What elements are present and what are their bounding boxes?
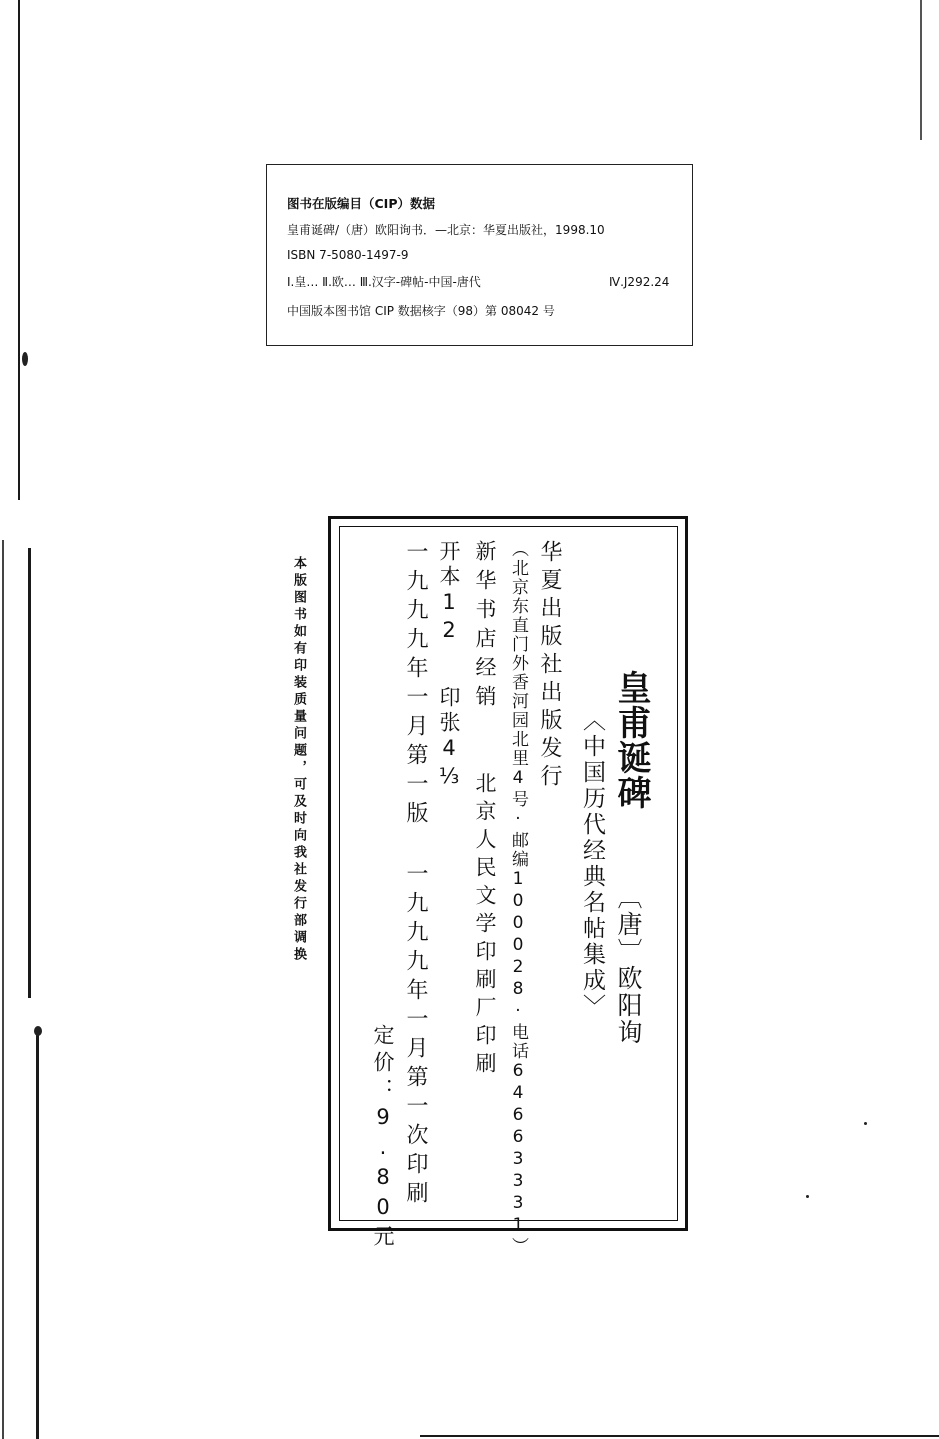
scan-speck [34, 1026, 42, 1036]
distributor: 新华书店经销 [473, 540, 497, 714]
publisher-address: （北京东直门外香河园北里4号·邮编100028·电话64663331） [508, 540, 528, 1256]
scan-speck [22, 352, 28, 366]
series-name: 〈中国历代经典名帖集成〉 [579, 708, 605, 1020]
cip-heading: 图书在版编目（CIP）数据 [287, 196, 435, 211]
book-format: 开本12 [437, 540, 461, 646]
printing-info: 一九九九年一月第一次印刷 [403, 862, 428, 1210]
cip-subject-line [287, 275, 670, 289]
cip-subjects: Ⅰ.皇… Ⅱ.欧… Ⅲ.汉字-碑帖-中国-唐代 [287, 275, 481, 289]
printing-sheets: 印张4⅓ [437, 686, 461, 792]
binding-edge-line [28, 548, 31, 998]
cip-isbn: ISBN 7-5080-1497-9 [287, 248, 409, 262]
scan-speck [806, 1195, 809, 1198]
publisher: 华夏出版社出版发行 [537, 540, 562, 792]
bottom-edge-line [420, 1435, 939, 1437]
scan-speck [864, 1122, 867, 1125]
binding-edge-line [36, 1030, 39, 1439]
cip-classification: Ⅳ.J292.24 [609, 275, 670, 289]
price: 定价：9.80元 [371, 1024, 395, 1252]
printer: 北京人民文学印刷厂印刷 [473, 772, 497, 1080]
edition-info: 一九九九年一月第一版 [403, 540, 428, 830]
cip-record-number: 中国版本图书馆 CIP 数据核字（98）第 08042 号 [287, 304, 555, 318]
binding-edge-line [2, 540, 4, 1439]
cip-title-line: 皇甫诞碑/（唐）欧阳询书．—北京：华夏出版社，1998.10 [287, 223, 605, 237]
cip-data-box [266, 164, 693, 346]
top-right-edge-line [920, 0, 922, 140]
book-title: 皇甫诞碑 [611, 670, 651, 810]
binding-edge-line [18, 0, 20, 500]
quality-notice: 本版图书如有印装质量问题，可及时向我社发行部调换 [291, 556, 306, 964]
book-author: 〔唐〕欧阳询 [614, 884, 643, 1046]
